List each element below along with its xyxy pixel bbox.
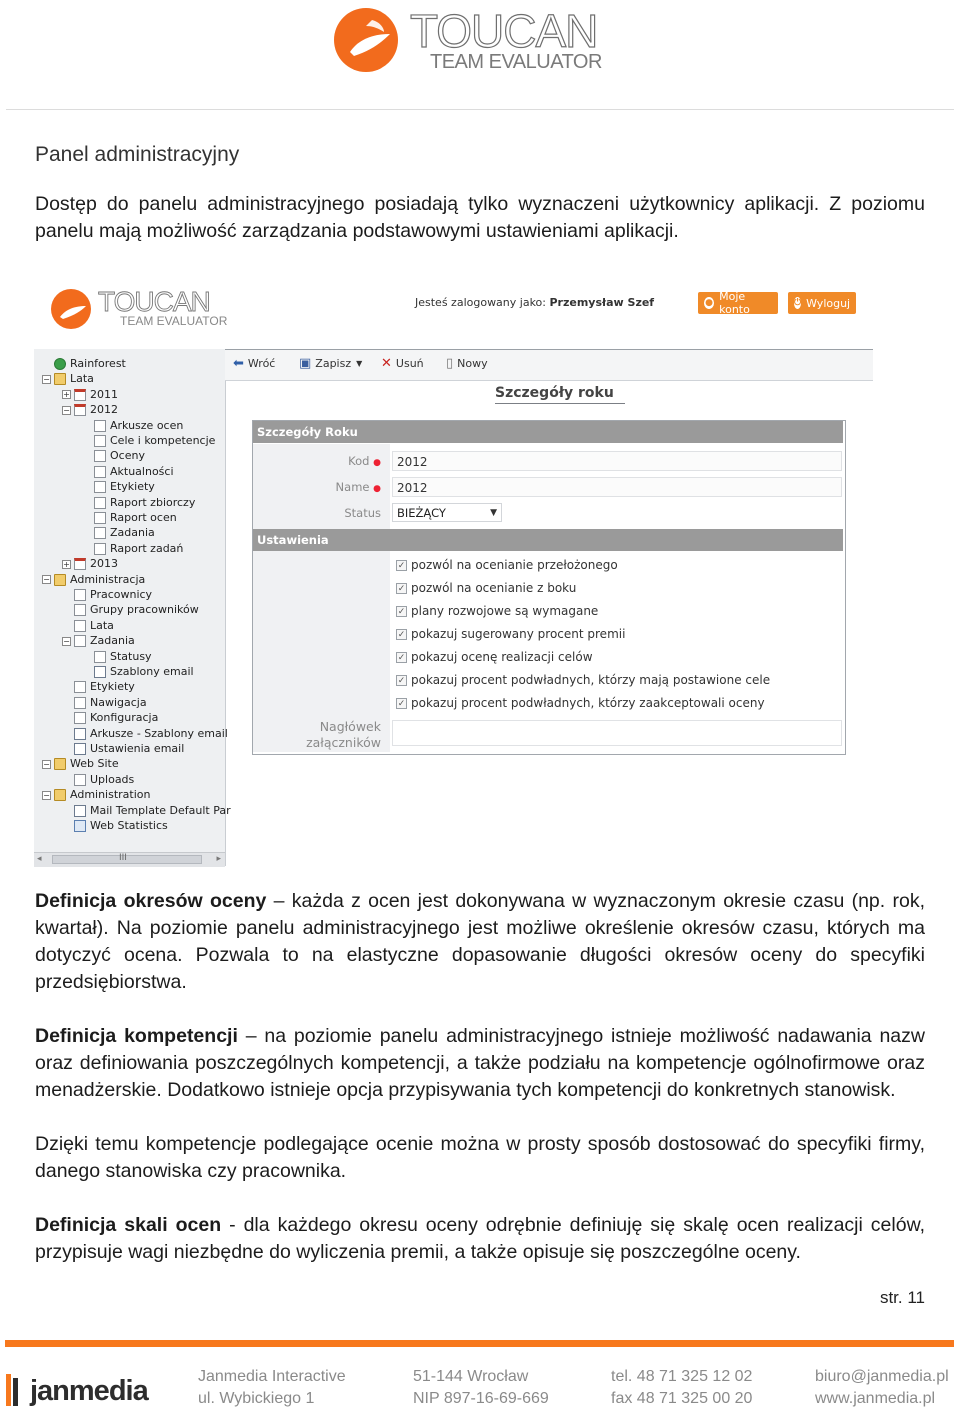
- tree-item[interactable]: [42, 788, 151, 802]
- tree-item-label: Arkusze - Szablony email: [90, 726, 228, 740]
- settings-checkbox[interactable]: [396, 650, 593, 664]
- settings-checkbox[interactable]: [396, 558, 618, 572]
- collapse-icon[interactable]: −: [43, 790, 50, 800]
- tree-item-label: Web Site: [70, 757, 119, 771]
- tree-item-label: Nawigacja: [90, 695, 147, 709]
- checkbox-label: pokazuj sugerowany procent premii: [411, 627, 626, 641]
- settings-checkbox[interactable]: [396, 581, 576, 595]
- tree-item-label: Grupy pracowników: [90, 603, 199, 617]
- tree-item[interactable]: [62, 634, 135, 648]
- kod-label: Kod ●: [348, 454, 381, 468]
- cal-icon: [74, 389, 86, 401]
- tree-item-label: Raport ocen: [110, 511, 177, 524]
- page-icon: [74, 712, 86, 724]
- page-icon: [94, 481, 106, 493]
- folder-icon: [54, 758, 66, 770]
- tree-item[interactable]: [82, 665, 194, 679]
- checkbox-checked-icon[interactable]: ✓: [397, 606, 406, 617]
- status-label: Status: [344, 506, 381, 520]
- new-page-icon: ▯: [446, 356, 454, 371]
- checkbox-label: pozwól na ocenianie przełożonego: [411, 558, 618, 572]
- page-icon: [74, 589, 86, 601]
- tree-item[interactable]: [62, 742, 184, 756]
- scroll-left-icon[interactable]: ◂: [37, 854, 42, 864]
- paragraph-competencies: Definicja kompetencji – na poziomie panelu administracyjnego istnieje możliwość nadawania nazw oraz definiowania poszczególnych kompetencji, a także podziału na kompetencje ogólnofirmowe oraz menadżerskie. Dodatkowo istnieje opcja przypisywania tych kompetencji do konkretnych stanowisk.: [35, 1025, 925, 1101]
- checkbox-label: pozwól na ocenianie z boku: [411, 581, 577, 595]
- tree-item-label: Oceny: [110, 449, 145, 463]
- tree-item[interactable]: [82, 650, 152, 664]
- settings-checkbox[interactable]: [396, 696, 765, 710]
- mail-icon: [74, 743, 86, 755]
- settings-checkbox[interactable]: [396, 627, 625, 641]
- tree-item[interactable]: [62, 588, 152, 602]
- checkbox-checked-icon[interactable]: ✓: [397, 652, 406, 663]
- status-select[interactable]: BIEŻĄCY ▼: [392, 503, 502, 522]
- footer-phone: tel. 48 71 325 12 02 fax 48 71 325 00 20: [611, 1368, 753, 1407]
- folder-icon: [54, 789, 66, 801]
- collapse-icon[interactable]: −: [43, 575, 50, 585]
- folder-icon: [54, 373, 66, 385]
- checkbox-checked-icon[interactable]: ✓: [397, 583, 406, 594]
- expand-icon[interactable]: +: [63, 559, 70, 569]
- page-icon: [94, 497, 106, 509]
- tree-item-label: Zadania: [90, 634, 135, 648]
- tree-item[interactable]: [62, 727, 228, 741]
- checkbox-checked-icon[interactable]: ✓: [397, 698, 406, 709]
- power-icon: ⏻: [794, 298, 802, 308]
- page-icon: [74, 604, 86, 616]
- tree-item[interactable]: [62, 773, 134, 787]
- kod-input[interactable]: 2012: [392, 451, 842, 471]
- app-logo-icon: [50, 288, 92, 330]
- tree-item[interactable]: [62, 388, 118, 402]
- janmedia-logo-text: janmedia: [30, 1375, 148, 1407]
- tree-item-label: Konfiguracja: [90, 711, 159, 725]
- save-dropdown-icon[interactable]: ▼: [356, 359, 363, 368]
- tree-item[interactable]: [82, 542, 183, 556]
- cal-icon: [74, 404, 86, 416]
- tree-item[interactable]: [82, 419, 183, 433]
- tree-item-label: Lata: [90, 618, 114, 632]
- footer-contact: biuro@janmedia.pl www.janmedia.pl: [815, 1368, 949, 1407]
- tree-item-label: Rainforest: [70, 357, 126, 370]
- brand-name: TOUCAN: [410, 5, 598, 57]
- section-title: Panel administracyjny: [35, 143, 240, 166]
- tree-item-label: Statusy: [110, 649, 152, 663]
- expand-icon[interactable]: +: [63, 390, 70, 400]
- mail-icon: [74, 805, 86, 817]
- collapse-icon[interactable]: −: [63, 636, 70, 646]
- tree-scrollbar[interactable]: [34, 852, 225, 867]
- paragraph-competencies-2: Dzięki temu kompetencje podlegające ocenie można w prosty sposób dostosować do specyfiki firmy, danego stanowiska czy pracownika.: [35, 1133, 925, 1182]
- footer-accent-line: [5, 1340, 954, 1347]
- tree-item-label: Ustawienia email: [90, 742, 185, 755]
- user-icon: ●: [705, 298, 713, 308]
- attachments-header-label: Nagłówek załączników: [306, 719, 381, 750]
- app-subtitle: TEAM EVALUATOR: [120, 314, 228, 328]
- login-info: [415, 296, 654, 309]
- page-icon: [74, 681, 86, 693]
- collapse-icon[interactable]: −: [63, 405, 70, 415]
- tree-item[interactable]: [62, 557, 118, 571]
- tree-item-label: Arkusze ocen: [110, 418, 184, 432]
- page-icon: [94, 466, 106, 478]
- scroll-thumb[interactable]: III: [52, 855, 202, 864]
- page-number: str. 11: [879, 1288, 925, 1307]
- tree-item-label: Zadania: [110, 526, 155, 540]
- checkbox-checked-icon[interactable]: ✓: [397, 675, 406, 686]
- tree-item[interactable]: [82, 511, 177, 525]
- globe-icon: [54, 358, 66, 370]
- app-brand: TOUCAN: [98, 286, 210, 317]
- save-button[interactable]: ▣ Zapisz ▼: [299, 356, 363, 371]
- tree-item[interactable]: [82, 496, 195, 510]
- tree-item-label: Aktualności: [110, 464, 174, 478]
- page-icon: [74, 697, 86, 709]
- page-icon: [74, 774, 86, 786]
- mail-icon: [94, 666, 106, 678]
- footer-address: 51-144 Wrocław NIP 897-16-69-669: [413, 1368, 549, 1407]
- tree-item[interactable]: [62, 403, 118, 417]
- tree-item[interactable]: [42, 357, 126, 371]
- tree-item-label: Pracownicy: [90, 588, 153, 601]
- tree-item[interactable]: [82, 480, 155, 494]
- tree-item[interactable]: [62, 619, 114, 633]
- page-icon: [74, 635, 86, 647]
- back-arrow-icon: ⬅: [233, 356, 244, 371]
- tree-item[interactable]: [82, 449, 145, 463]
- my-account-button[interactable]: ● Moje konto: [698, 292, 778, 314]
- tree-item[interactable]: [42, 573, 145, 587]
- delete-button[interactable]: ✕ Usuń: [381, 356, 424, 371]
- tree-item[interactable]: [42, 757, 119, 771]
- paragraph-scale: Definicja skali ocen - dla każdego okresu oceny odrębnie definiuję się skalę ocen realizacji celów, przypisuje wagi niezbędne do wyliczenia premii, a także opisuje się poszczególne oceny.: [35, 1214, 926, 1263]
- tree-item-label: Mail Template Default Par: [90, 803, 231, 817]
- chevron-down-icon: ▼: [490, 508, 497, 518]
- tree-item-label: Web Statistics: [90, 819, 168, 832]
- page-icon: [94, 435, 106, 447]
- tree-item[interactable]: [82, 526, 155, 540]
- checkbox-label: pokazuj procent podwładnych, którzy mają postawione cele: [411, 673, 771, 687]
- attachments-header-input[interactable]: [392, 720, 842, 746]
- checkbox-label: pokazuj procent podwładnych, którzy zaakceptowali oceny: [411, 696, 765, 710]
- tree-item-label: Raport zbiorczy: [110, 495, 196, 509]
- logout-button[interactable]: ⏻ Wyloguj: [788, 292, 856, 314]
- paragraph-periods: Definicja okresów oceny – każda z ocen jest dokonywana w wyznaczonym okresie czasu (np. rok, kwartał). Na poziomie panelu administracyjnego jest możliwe określenie okresów czasu, których ma dotyczyć ocena. Pozwala to na elastyczne dopasowanie długości okresów oceny do specyfiki przedsiębiorstwa.: [35, 890, 925, 993]
- settings-checkbox[interactable]: [396, 673, 770, 687]
- scroll-right-icon[interactable]: ▸: [216, 854, 221, 864]
- tree-item-label: Raport zadań: [110, 541, 184, 555]
- collapse-icon[interactable]: −: [43, 374, 50, 384]
- tree-item[interactable]: [62, 804, 231, 818]
- tree-item[interactable]: [62, 603, 199, 617]
- back-button[interactable]: ⬅ Wróć: [233, 356, 276, 371]
- page-icon: [94, 527, 106, 539]
- mail-icon: [74, 728, 86, 740]
- checkbox-checked-icon[interactable]: ✓: [397, 560, 406, 571]
- tree-item-label: Cele i kompetencje: [110, 434, 216, 447]
- header-divider: [6, 109, 954, 110]
- stat-icon: [74, 820, 86, 832]
- page-icon: [94, 512, 106, 524]
- section-header-settings: Ustawienia: [253, 529, 843, 551]
- tree-item-label: Administracja: [70, 572, 146, 586]
- delete-x-icon: ✕: [381, 356, 392, 371]
- tree-item[interactable]: [62, 819, 168, 833]
- save-disk-icon: ▣: [299, 356, 312, 371]
- tree-item[interactable]: [62, 711, 158, 725]
- checkbox-label: pokazuj ocenę realizacji celów: [411, 650, 593, 664]
- tree-item-label: 2011: [90, 387, 118, 401]
- intro-paragraph: Dostęp do panelu administracyjnego posiadają tylko wyznaczeni użytkownicy aplikacji. Z poziomu panelu mają możliwość zarządzania podstawowymi ustawieniami aplikacji.: [35, 193, 925, 242]
- checkbox-checked-icon[interactable]: ✓: [397, 629, 406, 640]
- page-icon: [74, 620, 86, 632]
- tree-item-label: Etykiety: [90, 680, 135, 694]
- tree-item[interactable]: [62, 680, 135, 694]
- toucan-logo-icon: [332, 6, 400, 72]
- login-user: Przemysław Szef: [549, 296, 655, 309]
- name-input[interactable]: 2012: [392, 477, 842, 497]
- checkbox-label: plany rozwojowe są wymagane: [411, 604, 599, 618]
- detail-title: Szczegóły roku: [495, 385, 625, 404]
- new-button[interactable]: ▯ Nowy: [446, 356, 488, 371]
- tree-item-label: 2012: [90, 403, 118, 417]
- tree-item[interactable]: [62, 696, 147, 710]
- tree-item-label: Szablony email: [110, 665, 194, 678]
- brand-subtitle: TEAM EVALUATOR: [430, 51, 602, 73]
- footer-company: Janmedia Interactive ul. Wybickiego 1: [198, 1368, 346, 1407]
- janmedia-logo-icon: [6, 1374, 26, 1406]
- tree-item-label: Uploads: [90, 772, 135, 786]
- tree-item-label: Etykiety: [110, 480, 155, 494]
- page-icon: [94, 450, 106, 462]
- tree-item-label: Lata: [70, 372, 94, 386]
- name-label: Name ●: [335, 480, 381, 494]
- section-header-year: Szczegóły Roku: [253, 421, 843, 443]
- tree-item[interactable]: [82, 465, 174, 479]
- page-icon: [94, 420, 106, 432]
- settings-checkbox[interactable]: [396, 604, 598, 618]
- page-icon: [94, 651, 106, 663]
- tree-item-label: Administration: [70, 788, 151, 802]
- page-icon: [94, 543, 106, 555]
- collapse-icon[interactable]: −: [43, 759, 50, 769]
- tree-item-label: 2013: [90, 557, 118, 571]
- login-prefix: Jesteś zalogowany jako:: [415, 296, 546, 309]
- tree-item[interactable]: [42, 372, 94, 386]
- tree-item[interactable]: [82, 434, 215, 448]
- folder-icon: [54, 574, 66, 586]
- cal-icon: [74, 558, 86, 570]
